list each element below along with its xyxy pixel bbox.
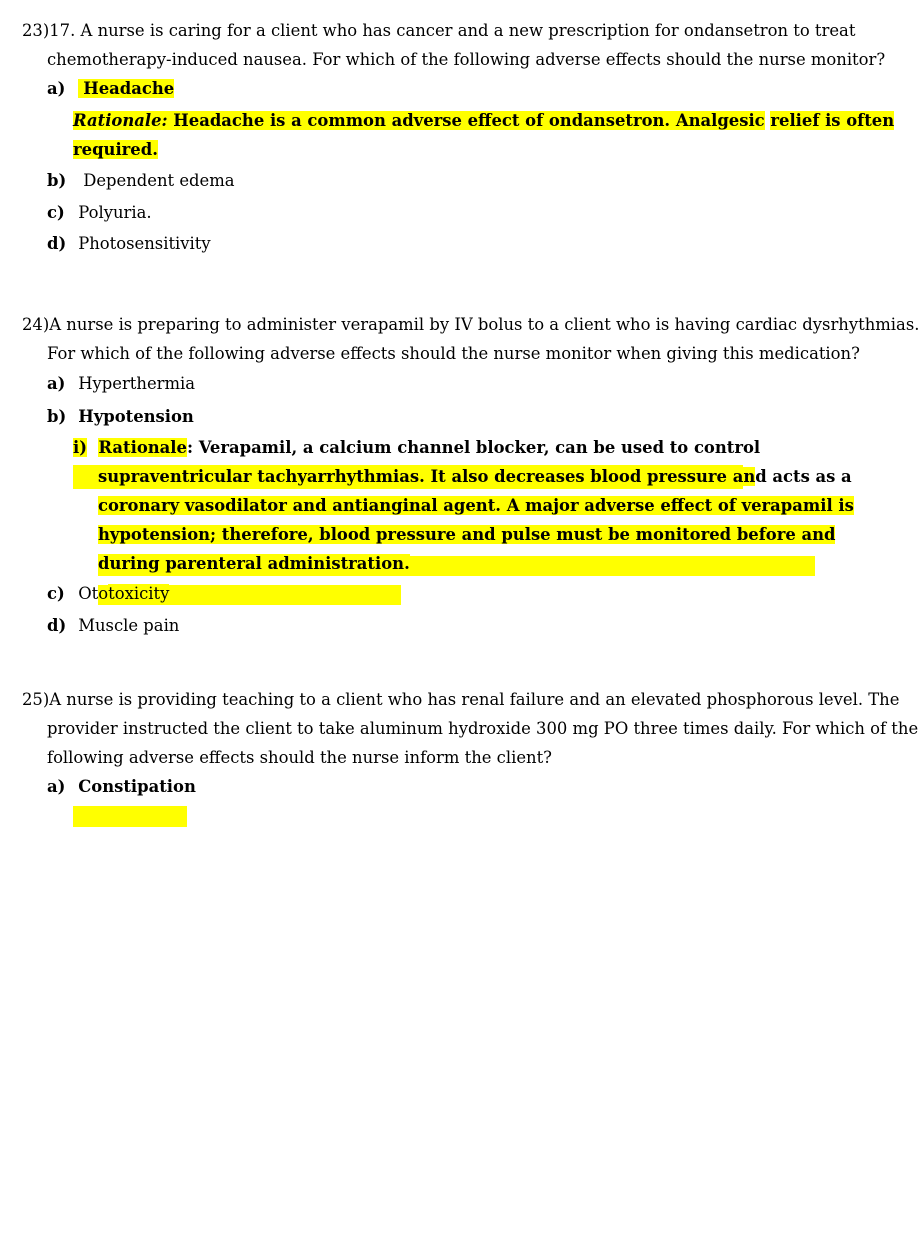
option-text-highlighted: toxicity xyxy=(108,584,170,603)
rationale-line-2b: d acts as a xyxy=(755,467,852,486)
question-25-stem-line-3: following adverse effects should the nurse inform the client? xyxy=(47,748,552,767)
option-text: Hyperthermia xyxy=(78,374,196,393)
question-25-stem xyxy=(22,685,919,772)
option-text-plain: Oto xyxy=(78,584,109,603)
question-24-option-c[interactable] xyxy=(47,582,169,606)
question-24-stem-line-1: 24)A nurse is preparing to administer verapamil by IV bolus to a client who is having cardiac dysrhythmias. xyxy=(22,315,919,334)
question-24-option-b[interactable] xyxy=(47,405,194,429)
question-23-option-c[interactable] xyxy=(47,201,152,225)
option-text: Photosensitivity xyxy=(78,234,211,253)
option-text: Polyuria. xyxy=(78,203,152,222)
rationale-line-1b: relief is often xyxy=(770,111,895,130)
option-text: Dependent edema xyxy=(83,171,235,190)
option-label: b) xyxy=(47,171,67,190)
option-label: c) xyxy=(47,584,65,603)
option-label: d) xyxy=(47,616,67,635)
question-23-stem xyxy=(22,16,886,74)
option-text: Muscle pain xyxy=(78,616,180,635)
rationale-line-5: during parenteral administration. xyxy=(98,554,410,573)
rationale-line-4: hypotension; therefore, blood pressure and pulse must be monitored before and xyxy=(98,525,836,544)
rationale-line-3: coronary vasodilator and antianginal agent. A major adverse effect of verapamil is xyxy=(98,496,854,515)
question-23-rationale xyxy=(73,106,894,164)
question-23-option-b[interactable] xyxy=(47,169,235,193)
question-23-option-d[interactable] xyxy=(47,232,211,256)
question-25-stem-line-2: provider instructed the client to take aluminum hydroxide 300 mg PO three times daily. For which of the xyxy=(47,719,919,738)
rationale-line-1a: Headache is a common adverse effect of ondansetron. Analgesic xyxy=(167,111,765,130)
option-label: c) xyxy=(47,203,65,222)
option-label: a) xyxy=(47,79,66,98)
question-24-stem-line-2: For which of the following adverse effects should the nurse monitor when giving this medication? xyxy=(47,344,860,363)
question-24-stem xyxy=(22,310,919,368)
option-text: Headache xyxy=(78,79,174,98)
rationale-prefix: Rationale: xyxy=(73,111,168,130)
rationale-word: Rationale xyxy=(98,438,187,457)
question-25-stem-line-1: 25)A nurse is providing teaching to a client who has renal failure and an elevated phosphorous level. The xyxy=(22,690,900,709)
option-text: Hypotension xyxy=(78,407,194,426)
question-23-stem-line-1: 23)17. A nurse is caring for a client who has cancer and a new prescription for ondansetron to treat xyxy=(22,21,856,40)
question-24-option-d[interactable] xyxy=(47,614,179,638)
question-24-rationale xyxy=(73,433,854,578)
rationale-line-2: required. xyxy=(73,140,158,159)
rationale-marker: i) xyxy=(73,438,87,457)
option-text: Constipation xyxy=(78,777,196,796)
option-label: b) xyxy=(47,407,67,426)
question-23-stem-line-2: chemotherapy-induced nausea. For which of the following adverse effects should the nurse monitor? xyxy=(47,50,886,69)
option-label: a) xyxy=(47,777,66,796)
question-25-option-a[interactable] xyxy=(47,775,196,799)
option-label: a) xyxy=(47,374,66,393)
rationale-line-1: : Verapamil, a calcium channel blocker, can be used to control xyxy=(186,438,761,457)
question-23-option-a[interactable] xyxy=(47,77,174,101)
option-label: d) xyxy=(47,234,67,253)
rationale-line-2a: supraventricular tachyarrhythmias. It also decreases blood pressure an xyxy=(98,467,756,486)
question-24-option-a[interactable] xyxy=(47,372,195,396)
highlight-block xyxy=(73,806,187,827)
